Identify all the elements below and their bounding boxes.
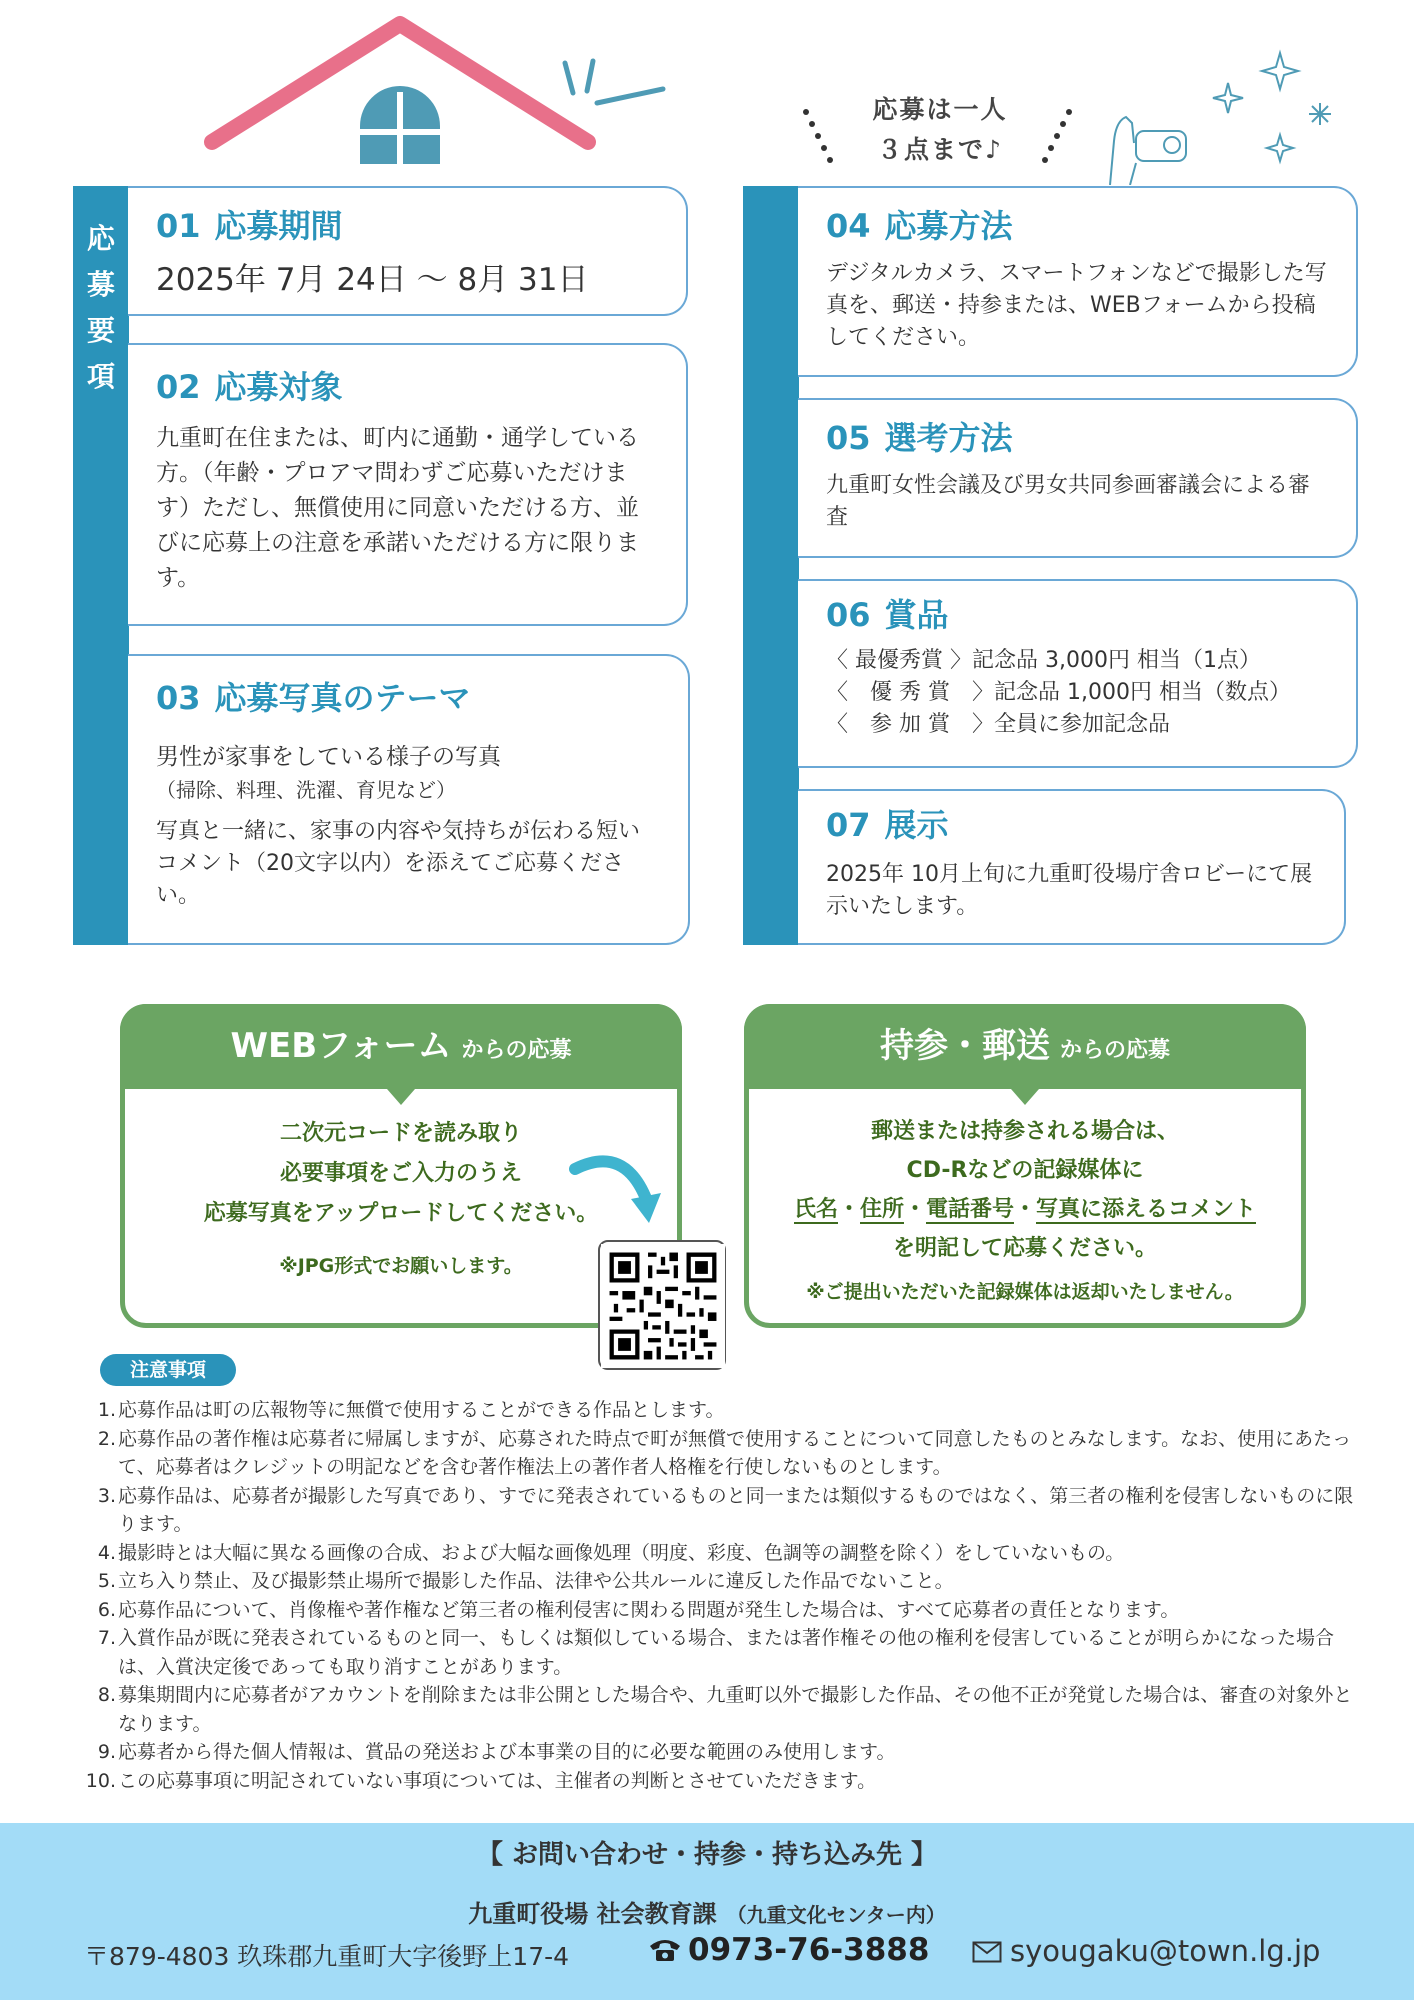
- section-title: 展示: [884, 806, 949, 844]
- phone-icon: [648, 1937, 682, 1963]
- eligibility-text: 九重町在住または、町内に通勤・通学している方。（年齢・プロアマ問わずご応募いただけます）ただし、無償使用に同意いただける方、並びに応募上の注意を承諾いただける方に限ります。: [156, 425, 639, 591]
- office-name: [0, 1894, 1414, 1929]
- instruction-line: 応募写真をアップロードしてください。: [203, 1201, 599, 1226]
- right-section-bar: [743, 186, 799, 945]
- section-title: 応募写真のテーマ: [214, 679, 471, 717]
- notice-item: 6. 応募作品について、肖像権や著作権など第三者の権利侵害に関わる問題が発生した場合は、すべて応募者の責任となります。: [97, 1598, 1180, 1621]
- required-items: [749, 1190, 1301, 1229]
- section-photo-theme: [128, 654, 690, 945]
- header-pointer: [1011, 1089, 1039, 1105]
- mail-form-title: 持参・郵送: [879, 1026, 1050, 1066]
- section-entry-method: [798, 186, 1358, 377]
- notice-item: 7. 入賞作品が既に発表されているものと同一、もしくは類似している場合、または著作権その他の権利を侵害していることが明らかになった場合は、入賞決定後であっても取り消すことがあります。: [97, 1627, 1335, 1678]
- phone-contact[interactable]: [648, 1932, 929, 1968]
- section-number: 07: [826, 806, 871, 844]
- section-number: 02: [156, 368, 201, 406]
- required-item-name: 氏名: [793, 1197, 838, 1222]
- house-roof-illustration: [200, 14, 600, 174]
- section-title: 応募期間: [214, 207, 343, 245]
- section-heading: [156, 367, 343, 407]
- section-exhibition: [798, 789, 1346, 945]
- section-selection-method: [798, 398, 1358, 558]
- notice-item: 8. 募集期間内に応募者がアカウントを削除または非公開とした場合や、九重町以外で撮影した作品、その他不正が発覚した場合は、審査の対象外となります。: [97, 1684, 1353, 1735]
- mail-instructions: [749, 1112, 1301, 1268]
- section-heading: [156, 206, 343, 246]
- exhibition-text: 2025年 10月上旬に九重町役場庁舎ロビーにて展示いたします。: [826, 862, 1313, 919]
- web-form-title: WEBフォーム: [230, 1026, 452, 1066]
- theme-comment-note: 写真と一緒に、家事の内容や気持ちが伝わる短いコメント（20文字以内）を添えてご応募ください。: [156, 819, 641, 908]
- prize-grand: 〈 最優秀賞 〉記念品 3,000円 相当（1点）: [826, 648, 1261, 673]
- required-item-phone: 電話番号: [926, 1197, 1015, 1222]
- entry-period-dates: 2025年 7月 24日 〜 8月 31日: [156, 262, 589, 298]
- qr-code[interactable]: [598, 1240, 726, 1370]
- decorative-dots-left: [800, 108, 840, 168]
- section-number: 01: [156, 207, 201, 245]
- notice-item: 9. 応募者から得た個人情報は、賞品の発送および本事業の目的に必要な範囲のみ使用します。: [97, 1741, 896, 1763]
- curved-arrow-icon: [565, 1149, 665, 1229]
- theme-main: 男性が家事をしている様子の写真: [156, 744, 501, 770]
- section-heading: [826, 805, 949, 845]
- office-location: （九重文化センター内）: [726, 1903, 946, 1927]
- mail-form-suffix: からの応募: [1059, 1038, 1170, 1063]
- office-address: 〒879-4803 玖珠郡九重町大字後野上17-4: [84, 1942, 570, 1971]
- contact-title: 【 お問い合わせ・持参・持ち込み先 】: [476, 1840, 938, 1870]
- camera-hand-illustration: [1100, 45, 1340, 185]
- phone-number: 0973-76-3888: [688, 1932, 930, 1968]
- required-item-address: 住所: [859, 1197, 904, 1222]
- section-number: 03: [156, 679, 201, 717]
- instruction-line: CD-Rなどの記録媒体に: [906, 1158, 1144, 1183]
- sparkle-lines-icon: [555, 55, 675, 115]
- prize-list: [826, 645, 1346, 741]
- entry-method-text: デジタルカメラ、スマートフォンなどで撮影した写真を、郵送・持参または、WEBフォームから投稿してください。: [826, 261, 1327, 350]
- header-pointer: [387, 1089, 415, 1105]
- mail-icon: [972, 1941, 1002, 1963]
- mail-form-header: [744, 1004, 1306, 1089]
- email-address: syougaku@town.lg.jp: [1010, 1934, 1321, 1968]
- instruction-line: を明記して応募ください。: [892, 1236, 1157, 1261]
- instruction-line: 郵送または持参される場合は、: [870, 1119, 1179, 1144]
- entry-limit-line1: 応募は一人: [872, 95, 1008, 124]
- section-title: 賞品: [884, 596, 949, 634]
- notice-list: [80, 1396, 1370, 1795]
- media-not-returned-note: ※ご提出いただいた記録媒体は返却いたしません。: [806, 1281, 1244, 1303]
- prize-excellent: 〈 優 秀 賞 〉記念品 1,000円 相当（数点）: [826, 680, 1291, 705]
- item-separator: ・: [837, 1197, 860, 1222]
- jpg-format-note: ※JPG形式でお願いします。: [279, 1255, 523, 1277]
- section-title: 応募方法: [884, 207, 1013, 245]
- selection-method-text: 九重町女性会議及び男女共同参画審議会による審査: [826, 473, 1311, 530]
- section-number: 04: [826, 207, 871, 245]
- entry-limit-badge: [855, 90, 1025, 170]
- section-heading: [826, 418, 1013, 458]
- section-heading: [826, 206, 1013, 246]
- section-heading: [826, 595, 949, 635]
- office-department: 九重町役場 社会教育課: [468, 1900, 717, 1928]
- instruction-line: 必要事項をご入力のうえ: [279, 1161, 522, 1186]
- notice-label: 注意事項: [100, 1354, 236, 1386]
- web-form-suffix: からの応募: [461, 1038, 572, 1063]
- qr-code-icon: [601, 1243, 725, 1369]
- theme-examples: （掃除、料理、洗濯、育児など）: [156, 778, 456, 802]
- mail-apply-box: [744, 1004, 1306, 1328]
- section-number: 05: [826, 419, 871, 457]
- section-heading: [156, 678, 471, 718]
- section-eligibility: [128, 343, 688, 626]
- guidelines-vertical-title: 応募要項: [87, 222, 116, 393]
- entry-limit-line2: ３点まで♪: [877, 135, 1003, 164]
- section-entry-period: [128, 186, 688, 316]
- section-title: 応募対象: [214, 368, 343, 406]
- notice-item: 4. 撮影時とは大幅に異なる画像の合成、および大幅な画像処理（明度、彩度、色調等の調整を除く）をしていないもの。: [97, 1541, 1125, 1564]
- notice-item: 10. この応募事項に明記されていない事項については、主催者の判断とさせていただきます。: [85, 1769, 877, 1792]
- web-form-header: [120, 1004, 682, 1089]
- required-item-comment: 写真に添えるコメント: [1036, 1197, 1257, 1222]
- decorative-dots-right: [1035, 108, 1075, 168]
- notice-item: 2. 応募作品の著作権は応募者に帰属しますが、応募された時点で町が無償で使用することについて同意したものとみなします。なお、使用にあたって、応募者はクレジットの明記などを含む著作権法上の著作者人格権を行使しないものとします。: [97, 1427, 1352, 1478]
- item-separator: ・: [1014, 1197, 1037, 1222]
- section-prizes: [798, 579, 1358, 768]
- notice-item: 5. 立ち入り禁止、及び撮影禁止場所で撮影した作品、法律や公共ルールに違反した作品でないこと。: [97, 1570, 954, 1592]
- section-title: 選考方法: [884, 419, 1013, 457]
- prize-participation: 〈 参 加 賞 〉全員に参加記念品: [826, 712, 1170, 737]
- section-number: 06: [826, 596, 871, 634]
- notice-item: 3. 応募作品は、応募者が撮影した写真であり、すでに発表されているものと同一または類似するものではなく、第三者の権利を侵害しないものに限ります。: [97, 1484, 1354, 1535]
- instruction-line: 二次元コードを読み取り: [279, 1121, 522, 1146]
- notice-item: 1. 応募作品は町の広報物等に無償で使用することができる作品とします。: [97, 1399, 725, 1421]
- email-contact[interactable]: [972, 1934, 1320, 1968]
- item-separator: ・: [903, 1197, 926, 1222]
